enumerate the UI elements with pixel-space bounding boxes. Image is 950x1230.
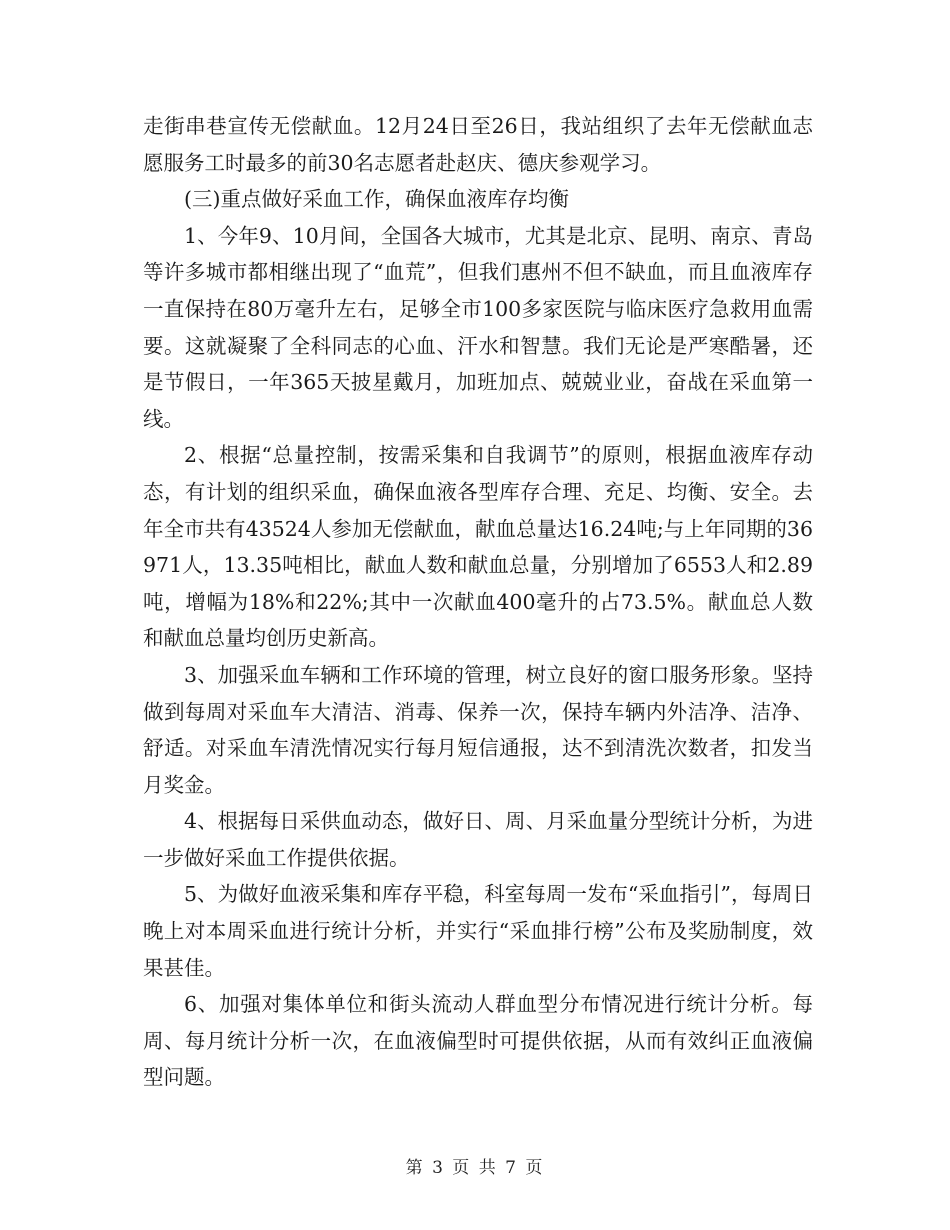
paragraph-item-4: 4、根据每日采供血动态，做好日、周、月采血量分型统计分析，为进一步做好采血工作提供依据。 <box>143 809 813 870</box>
paragraph-item-3: 3、加强采血车辆和工作环境的管理，树立良好的窗口服务形象。坚持做到每周对采血车大清洁、消毒、保养一次，保持车辆内外洁净、洁净、舒适。对采血车清洗情况实行每月短信通报，达不到清洗次数者，扣发当月奖金。 <box>143 662 813 797</box>
paragraph-item-5: 5、为做好血液采集和库存平稳，科室每周一发布“采血指引”，每周日晚上对本周采血进行统计分析，并实行“采血排行榜”公布及奖励制度，效果甚佳。 <box>143 882 813 980</box>
page-number-footer: 第 3 页 共 7 页 <box>405 1158 545 1178</box>
paragraph-item-1: 1、今年9、10月间，全国各大城市，尤其是北京、昆明、南京、青岛等许多城市都相继出现了“血荒”，但我们惠州不但不缺血，而且血液库存一直保持在80万毫升左右，足够全市100多家医院与临床医疗急救用血需要。这就凝聚了全科同志的心血、汗水和智慧。我们无论是严寒酷暑，还是节假日，一年365天披星戴月，加班加点、兢兢业业，奋战在采血第一线。 <box>143 223 813 431</box>
document-body <box>143 108 813 1096</box>
paragraph-item-6: 6、加强对集体单位和街头流动人群血型分布情况进行统计分析。每周、每月统计分析一次，在血液偏型时可提供依据，从而有效纠正血液偏型问题。 <box>143 992 813 1090</box>
paragraph-item-2: 2、根据“总量控制，按需采集和自我调节”的原则，根据血液库存动态，有计划的组织采血，确保血液各型库存合理、充足、均衡、安全。去年全市共有43524人参加无偿献血，献血总量达16.24吨;与上年同期的36971人，13.35吨相比，献血人数和献血总量，分别增加了6553人和2.89吨，增幅为18%和22%;其中一次献血400毫升的占73.5%。献血总人数和献血总量均创历史新高。 <box>143 443 813 651</box>
section-heading: (三)重点做好采血工作，确保血液库存均衡 <box>184 187 569 212</box>
paragraph-continuation: 走街串巷宣传无偿献血。12月24日至26日，我站组织了去年无偿献血志愿服务工时最多的前30名志愿者赴赵庆、德庆参观学习。 <box>143 114 813 175</box>
